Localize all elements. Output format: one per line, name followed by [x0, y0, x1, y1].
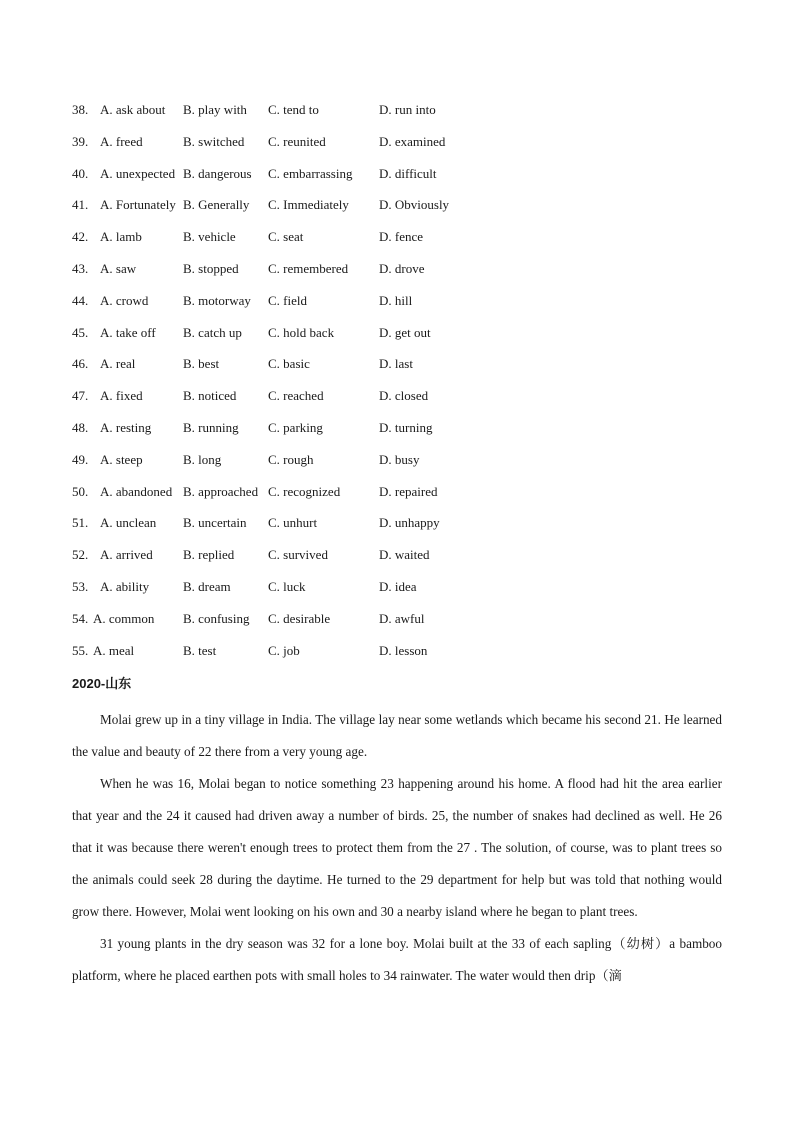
option-b: B. Generally [183, 197, 250, 213]
option-d: D. waited [379, 547, 430, 563]
option-a: A. abandoned [100, 483, 173, 499]
option-b: B. running [183, 420, 239, 435]
option-d: D. repaired [379, 483, 438, 499]
option-c: C. basic [268, 356, 310, 372]
option-a: A. ability [100, 579, 150, 594]
option-b: B. dangerous [183, 165, 252, 181]
option-c: C. desirable [268, 610, 331, 626]
option-c: C. parking [268, 420, 323, 435]
reading-passage [72, 704, 722, 992]
option-d: D. hill [379, 292, 413, 308]
option-c: C. field [268, 292, 307, 308]
option-d: D. Obviously [379, 197, 450, 213]
option-b: B. vehicle [183, 229, 236, 245]
option-d: D. idea [379, 579, 417, 594]
question-number: 48. [72, 420, 89, 435]
option-a: A. saw [100, 261, 137, 276]
option-d: D. last [379, 356, 413, 372]
question-number: 49. [72, 451, 89, 467]
option-c: C. hold back [268, 324, 335, 340]
option-b: B. motorway [183, 292, 251, 308]
option-a: A. meal [93, 642, 135, 658]
option-a: A. Fortunately [100, 197, 176, 213]
option-a: A. ask about [100, 102, 166, 117]
option-d: D. fence [379, 229, 424, 245]
question-number: 43. [72, 261, 89, 276]
passage-paragraph: Molai grew up in a tiny village in India. The village lay near some wetlands which became his second 21. He learned the value and beauty of 22 there from a very young age. [72, 712, 722, 759]
question-number: 54. [72, 610, 89, 626]
option-c: C. reached [268, 388, 324, 404]
option-d: D. lesson [379, 642, 428, 658]
option-b: B. play with [183, 102, 247, 117]
option-a: A. freed [100, 133, 143, 149]
option-a: A. lamb [100, 229, 142, 245]
option-d: D. drove [379, 261, 425, 276]
option-d: D. examined [379, 133, 446, 149]
question-number: 38. [72, 102, 89, 117]
option-a: A. crowd [100, 292, 149, 308]
option-c: C. remembered [268, 261, 349, 276]
option-c: C. reunited [268, 133, 326, 149]
question-number: 45. [72, 324, 89, 340]
option-c: C. unhurt [268, 515, 318, 531]
question-number: 41. [72, 197, 89, 213]
question-number: 46. [72, 356, 89, 372]
option-a: A. take off [100, 324, 156, 340]
option-a: A. common [93, 610, 155, 626]
question-number: 42. [72, 229, 89, 245]
option-b: B. dream [183, 579, 231, 594]
option-d: D. unhappy [379, 515, 440, 531]
option-c: C. seat [268, 229, 304, 245]
option-c: C. luck [268, 579, 306, 594]
question-number: 40. [72, 165, 89, 181]
question-number: 44. [72, 292, 89, 308]
question-number: 52. [72, 547, 89, 563]
question-number: 50. [72, 483, 89, 499]
option-b: B. switched [183, 133, 245, 149]
option-d: D. run into [379, 102, 436, 117]
option-a: A. unclean [100, 515, 157, 531]
option-d: D. closed [379, 388, 429, 404]
option-a: A. resting [100, 420, 152, 435]
option-b: B. confusing [183, 610, 250, 626]
section-title: 2020-山东 [72, 676, 132, 691]
option-b: B. replied [183, 547, 235, 563]
option-c: C. tend to [268, 102, 319, 117]
option-a: A. steep [100, 451, 143, 467]
option-d: D. get out [379, 324, 431, 340]
option-c: C. survived [268, 547, 328, 563]
passage-paragraph: 31 young plants in the dry season was 32 for a lone boy. Molai built at the 33 of each sapling（幼树）a bamboo platform, where he placed earthen pots with small holes to 34 rainwater. The water would then drip（滴 [72, 936, 722, 983]
question-number: 51. [72, 515, 89, 531]
question-number: 55. [72, 642, 89, 658]
option-c: C. rough [268, 451, 314, 467]
option-a: A. unexpected [100, 165, 176, 181]
question-number: 47. [72, 388, 89, 404]
passage-paragraph: When he was 16, Molai began to notice something 23 happening around his home. A flood had hit the area earlier that year and the 24 it caused had driven away a number of birds. 25, the number of snakes had declined as well. He 26 that it was because there weren't enough trees to protect them from the 27 . The solution, of course, was to plant trees so the animals could seek 28 during the daytime. He turned to the 29 department for help but was told that nothing would grow there. However, Molai went looking on his own and 30 a nearby island where he began to plant trees. [72, 776, 722, 919]
option-d: D. awful [379, 610, 425, 626]
option-b: B. approached [183, 483, 259, 499]
option-a: A. arrived [100, 547, 153, 563]
option-b: B. long [183, 451, 222, 467]
question-number: 53. [72, 579, 89, 594]
option-b: B. uncertain [183, 515, 247, 531]
option-b: B. noticed [183, 388, 237, 404]
option-c: C. embarrassing [268, 165, 353, 181]
option-d: D. difficult [379, 165, 437, 181]
option-b: B. catch up [183, 324, 242, 340]
option-a: A. real [100, 356, 136, 372]
option-c: C. Immediately [268, 197, 349, 213]
option-b: B. stopped [183, 261, 239, 276]
option-b: B. test [183, 642, 217, 658]
option-c: C. recognized [268, 483, 341, 499]
option-d: D. turning [379, 420, 433, 435]
option-c: C. job [268, 642, 300, 658]
option-b: B. best [183, 356, 220, 372]
option-d: D. busy [379, 451, 420, 467]
option-a: A. fixed [100, 388, 143, 404]
question-number: 39. [72, 133, 89, 149]
